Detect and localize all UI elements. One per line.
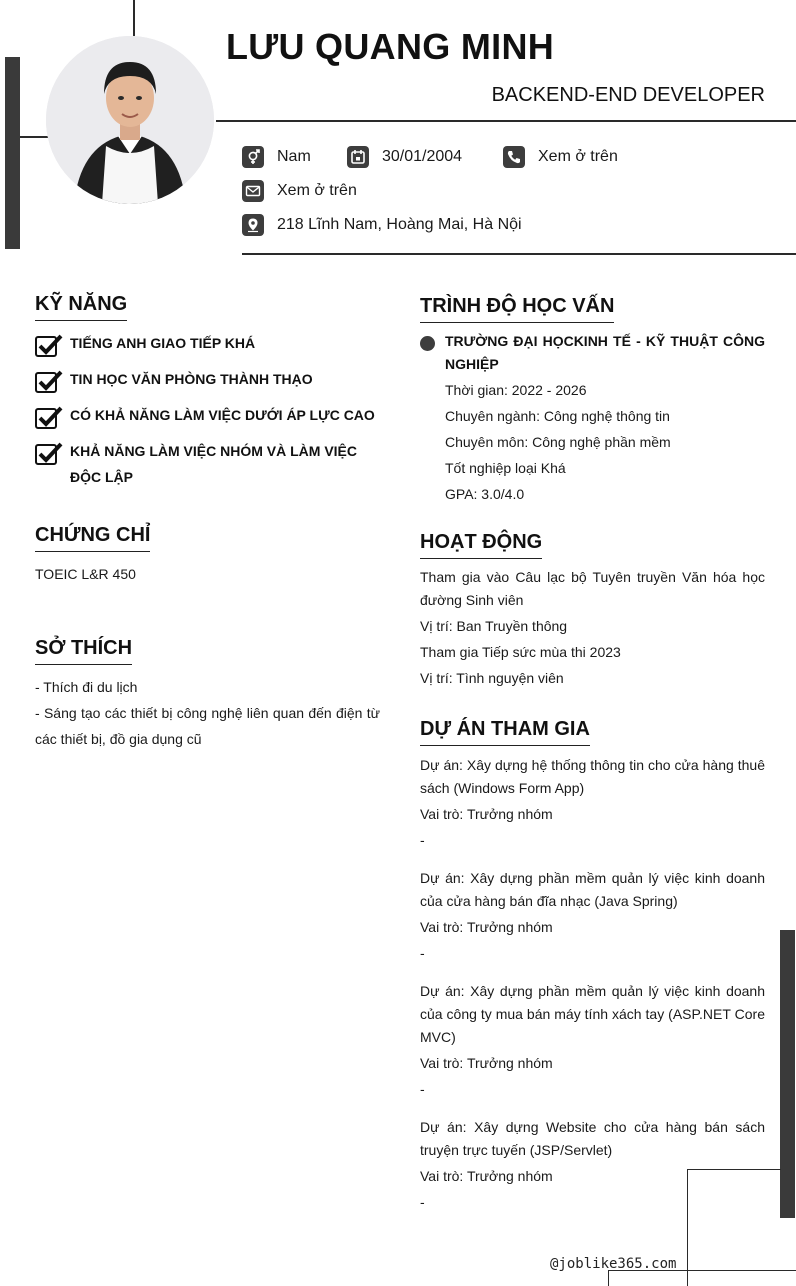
activity-line: Tham gia Tiếp sức mùa thi 2023 [420, 644, 621, 660]
left-horizontal-line [20, 136, 48, 138]
skill-label: TIẾNG ANH GIAO TIẾP KHÁ [70, 335, 256, 351]
education-title: TRÌNH ĐỘ HỌC VẤN [420, 294, 614, 323]
bottom-frame [608, 1270, 796, 1286]
skill-item [35, 406, 385, 430]
education-line: Chuyên ngành: Công nghệ thông tin [445, 408, 670, 424]
gender-value: Nam [277, 148, 311, 165]
right-accent-bar [780, 930, 795, 1218]
candidate-name: LƯU QUANG MINH [226, 26, 555, 67]
birthdate-row [347, 146, 462, 168]
project-extra: - [420, 832, 425, 848]
gender-icon [242, 146, 264, 168]
education-line: Chuyên môn: Công nghệ phần mềm [445, 434, 671, 450]
education-line: Thời gian: 2022 - 2026 [445, 382, 587, 398]
project-extra: - [420, 1081, 425, 1097]
project-role: Vai trò: Trưởng nhóm [420, 1055, 553, 1071]
birthdate-value: 30/01/2004 [382, 148, 463, 165]
project-name: Dự án: Xây dựng phần mềm quản lý việc kinh doanh của công ty mua bán máy tính xách tay (ASP.NET Core MVC) [420, 983, 765, 1045]
education-line: GPA: 3.0/4.0 [445, 486, 525, 502]
project-item [420, 754, 765, 853]
hobby-item: - Thích đi du lịch [35, 679, 138, 695]
activities-title: HOẠT ĐỘNG [420, 530, 542, 559]
skill-item [35, 442, 385, 490]
education-block [445, 330, 765, 507]
project-role: Vai trò: Trưởng nhóm [420, 919, 553, 935]
location-pin-icon [242, 214, 264, 236]
skill-item [35, 370, 385, 394]
certificate-text: TOEIC L&R 450 [35, 566, 136, 582]
project-role: Vai trò: Trưởng nhóm [420, 1168, 553, 1184]
project-extra: - [420, 945, 425, 961]
job-title: BACKEND-END DEVELOPER [491, 84, 765, 106]
skill-label: TIN HỌC VĂN PHÒNG THÀNH THẠO [70, 371, 313, 387]
project-name: Dự án: Xây dựng hệ thống thông tin cho cửa hàng thuê sách (Windows Form App) [420, 757, 765, 796]
project-name: Dự án: Xây dựng Website cho cửa hàng bán sách truyện trực tuyến (JSP/Servlet) [420, 1119, 765, 1158]
activities-list [420, 566, 765, 691]
address-row [242, 214, 522, 236]
certificates-title: CHỨNG CHỈ [35, 523, 150, 552]
checkbox-checked-icon [35, 370, 63, 394]
checkbox-checked-icon [35, 334, 63, 358]
bullet-dot-icon [420, 336, 435, 351]
skills-title: KỸ NĂNG [35, 292, 127, 321]
header-divider [216, 120, 796, 122]
hobbies-title: SỞ THÍCH [35, 636, 132, 665]
checkbox-checked-icon [35, 442, 63, 466]
gender-row [242, 146, 311, 168]
watermark-text: @joblike365.com [550, 1256, 677, 1272]
school-name: TRƯỜNG ĐẠI HỌCKINH TẾ - KỸ THUẬT CÔNG NGHIỆP [445, 333, 765, 372]
mail-icon [242, 180, 264, 202]
activity-line: Vị trí: Ban Truyền thông [420, 618, 568, 634]
email-value: Xem ở trên [277, 182, 357, 199]
checkbox-checked-icon [35, 406, 63, 430]
education-line: Tốt nghiệp loại Khá [445, 460, 566, 476]
address-value: 218 Lĩnh Nam, Hoàng Mai, Hà Nội [277, 216, 522, 233]
skill-label: CÓ KHẢ NĂNG LÀM VIỆC DƯỚI ÁP LỰC CAO [70, 407, 375, 423]
calendar-icon [347, 146, 369, 168]
activity-line: Tham gia vào Câu lạc bộ Tuyên truyền Văn hóa học đường Sinh viên [420, 569, 765, 608]
phone-icon [503, 146, 525, 168]
phone-value: Xem ở trên [538, 148, 618, 165]
avatar [46, 36, 214, 204]
hobbies-list [35, 674, 380, 752]
hobby-item: - Sáng tạo các thiết bị công nghệ liên quan đến điện từ các thiết bị, đồ gia dụng cũ [35, 705, 380, 747]
project-item [420, 980, 765, 1102]
phone-row [503, 146, 618, 168]
project-item [420, 867, 765, 966]
projects-title: DỰ ÁN THAM GIA [420, 717, 590, 746]
info-divider [242, 253, 796, 255]
project-extra: - [420, 1194, 425, 1210]
project-item [420, 1116, 765, 1215]
top-vertical-line [133, 0, 135, 36]
email-row [242, 180, 357, 202]
project-role: Vai trò: Trưởng nhóm [420, 806, 553, 822]
skill-item [35, 334, 385, 358]
project-name: Dự án: Xây dựng phần mềm quản lý việc kinh doanh của cửa hàng bán đĩa nhạc (Java Spring) [420, 870, 765, 909]
activity-line: Vị trí: Tình nguyện viên [420, 670, 564, 686]
left-accent-bar [5, 57, 20, 249]
skill-label: KHẢ NĂNG LÀM VIỆC NHÓM VÀ LÀM VIỆC ĐỘC LẬP [70, 443, 357, 485]
